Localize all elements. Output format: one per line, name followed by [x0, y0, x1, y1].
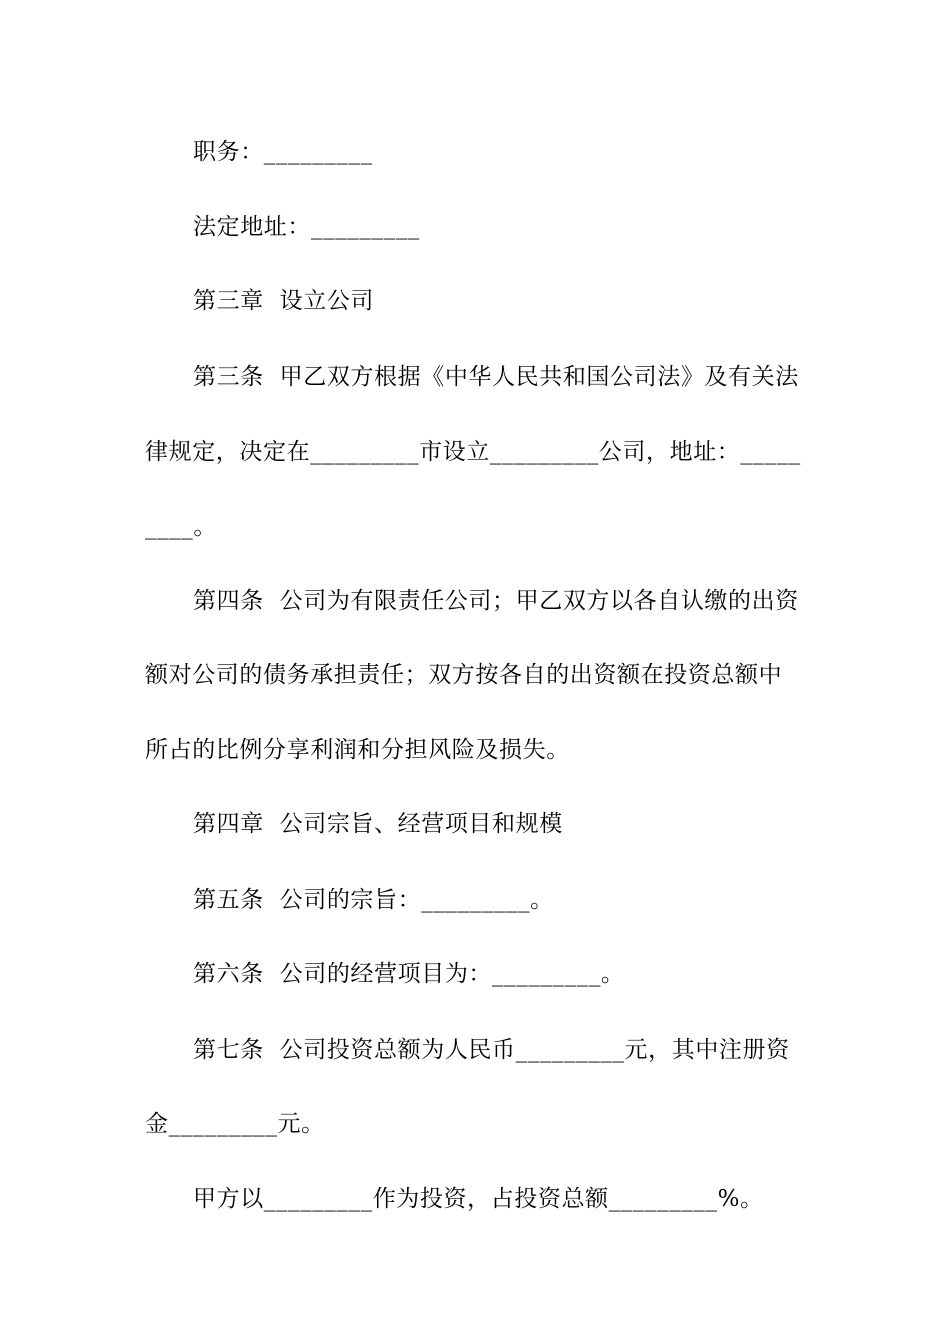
article-4-line-2: 额对公司的债务承担责任；双方按各自的出资额在投资总额中	[145, 662, 783, 688]
article-5: 第五条 公司的宗旨：_________。	[193, 887, 554, 913]
article-4-line-1: 第四条 公司为有限责任公司；甲乙双方以各自认缴的出资	[193, 588, 799, 614]
article-3-line-2: 律规定，决定在_________市设立_________公司，地址：_____	[145, 439, 801, 465]
article-4-line-3: 所占的比例分享利润和分担风险及损失。	[145, 737, 570, 763]
text-line-position: 职务：_________	[193, 139, 373, 165]
article-6: 第六条 公司的经营项目为：_________。	[193, 961, 625, 987]
article-3-line-3: ____。	[145, 514, 217, 540]
text-line-legal-address: 法定地址：_________	[193, 214, 420, 240]
article-7-line-1: 第七条 公司投资总额为人民币_________元，其中注册资	[193, 1037, 790, 1063]
article-7-line-2: 金_________元。	[145, 1111, 325, 1137]
party-a-investment: 甲方以_________作为投资，占投资总额_________%。	[193, 1186, 764, 1212]
chapter-3-heading: 第三章 设立公司	[193, 288, 375, 314]
article-3-line-1: 第三条 甲乙双方根据《中华人民共和国公司法》及有关法	[193, 364, 799, 390]
chapter-4-heading: 第四章 公司宗旨、经营项目和规模	[193, 811, 563, 837]
